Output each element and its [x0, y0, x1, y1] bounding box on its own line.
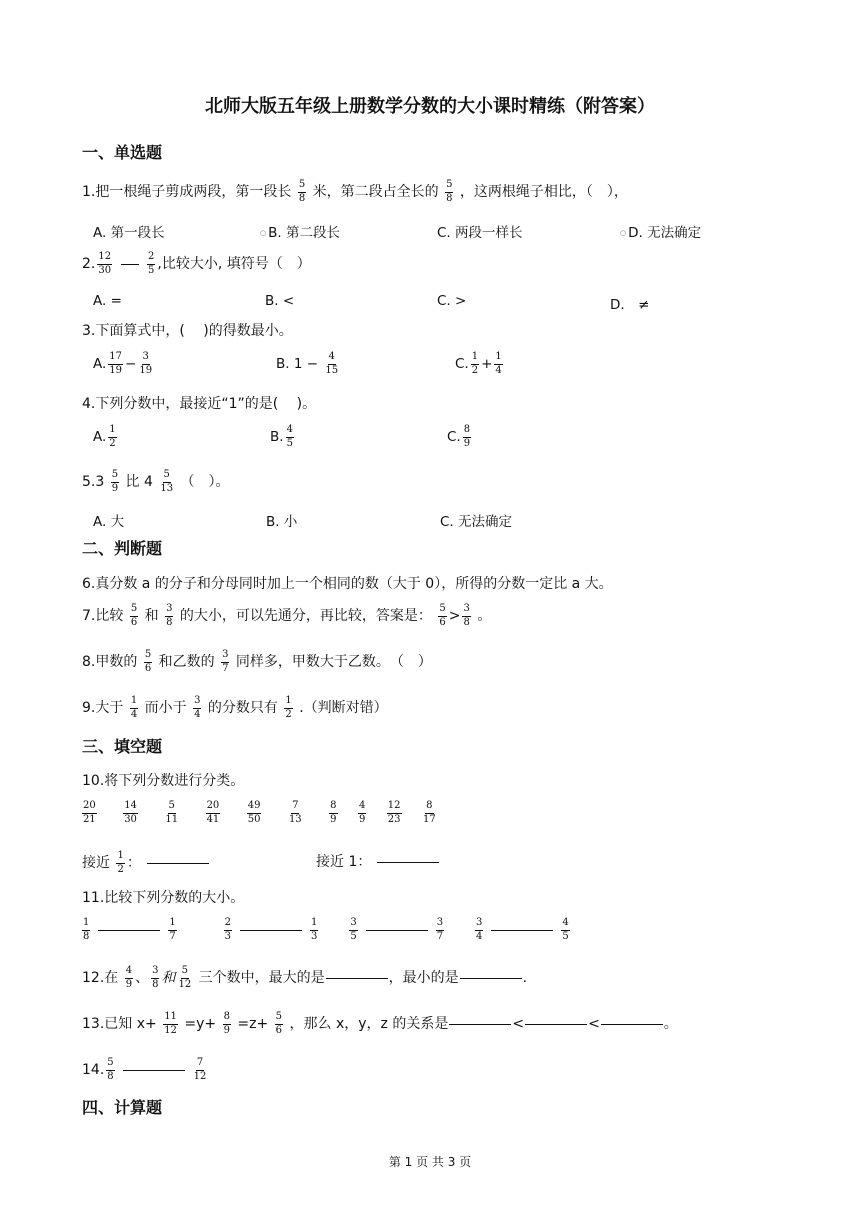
fraction: $\frac{14}{30}$ [124, 800, 137, 825]
fraction: $\frac{1}{8}$ [83, 917, 90, 942]
option-1c[interactable]: C. 两段一样长 [437, 225, 523, 241]
fraction: $\frac{5}{8}$ [446, 179, 453, 204]
option-3a[interactable]: A. $\frac{17}{19}$ − $\frac{3}{19}$ [93, 351, 153, 376]
question-4: 4.下列分数中，最接近“1”的是( )。 [82, 396, 317, 412]
option-1d[interactable]: ○ D. 无法确定 [620, 225, 702, 241]
fraction: $\frac{20}{41}$ [206, 800, 220, 825]
fraction: $\frac{1}{3}$ [311, 917, 318, 942]
answer-blank [121, 264, 139, 265]
fraction: $\frac{1}{7}$ [169, 917, 176, 942]
fraction: $\frac{4}{15}$ [325, 351, 339, 376]
answer-blank[interactable] [366, 930, 428, 931]
option-1a[interactable]: A. 第一段长 [93, 225, 165, 241]
fraction: $\frac{1}{2}$ [117, 850, 124, 875]
fraction: $\frac{1}{2}$ [471, 351, 479, 376]
fraction: $\frac{11}{12}$ [164, 1011, 177, 1036]
fraction: $\frac{5}{12}$ [178, 965, 192, 990]
answer-blank[interactable] [377, 862, 439, 863]
fraction: $\frac{2}{3}$ [224, 917, 232, 942]
fraction: $\frac{3}{7}$ [436, 917, 444, 942]
compare-row [80, 918, 572, 942]
question-11: 11.比较下列分数的大小。 [82, 890, 245, 906]
fraction: $\frac{12}{23}$ [387, 800, 401, 825]
page-title: 北师大版五年级上册数学分数的大小课时精练（附答案） [205, 96, 655, 117]
fraction: $\frac{5}{6}$ [130, 603, 138, 628]
section-heading-fill-in: 三、填空题 [82, 737, 163, 756]
option-2b[interactable]: B. < [265, 293, 295, 309]
fraction: $\frac{3}{19}$ [139, 351, 153, 376]
option-3b[interactable]: B. 1 − $\frac{4}{15}$ [276, 351, 339, 376]
fraction: $\frac{5}{9}$ [111, 469, 119, 494]
section-heading-calculation: 四、计算题 [82, 1098, 163, 1117]
question-1: 1.把一根绳子剪成两段，第一段长 $\frac{5}{8}$ 米，第二段占全长的 $\frac{5}{8}$ ，这两根绳子相比，（ ）， [82, 179, 628, 204]
question-10: 10.将下列分数进行分类。 [82, 773, 245, 789]
question-14: 14. $\frac{5}{8}$ $\frac{7}{12}$ [82, 1057, 207, 1082]
section-heading-true-false: 二、判断题 [82, 539, 163, 558]
question-12: 12.在 $\frac{4}{9}$ 、 $\frac{3}{8}$ 和 $\frac{5}{12}$ 三个数中，最大的是 ，最小的是 . [82, 965, 528, 990]
fraction: $\frac{3}{8}$ [166, 603, 173, 628]
near-one-row: 接近 1： [316, 851, 445, 871]
fraction: $\frac{3}{8}$ [463, 603, 470, 628]
fraction: $\frac{3}{7}$ [222, 649, 229, 674]
question-8: 8.甲数的 $\frac{5}{6}$ 和乙数的 $\frac{3}{7}$ 同样多，甲数大于乙数。 （ ） [82, 649, 432, 674]
option-4b[interactable]: B. $\frac{4}{5}$ [270, 424, 293, 449]
fraction: $\frac{1}{4}$ [495, 351, 502, 376]
fraction: $\frac{7}{13}$ [288, 800, 302, 825]
answer-blank[interactable] [123, 1070, 185, 1071]
fraction: $\frac{4}{5}$ [286, 424, 293, 449]
answer-blank[interactable] [525, 1024, 587, 1025]
page-footer: 第 1 页 共 3 页 [388, 1155, 472, 1169]
fraction: $\frac{3}{5}$ [350, 917, 357, 942]
fraction: $\frac{5}{6}$ [144, 649, 152, 674]
option-2a[interactable]: A. = [93, 293, 122, 309]
fraction: $\frac{8}{9}$ [463, 424, 471, 449]
fraction-list [80, 801, 439, 825]
fraction: $\frac{12}{30}$ [98, 251, 112, 276]
question-5: 5.3 $\frac{5}{9}$ 比 4 $\frac{5}{13}$ （ ）。 [82, 469, 230, 494]
answer-blank[interactable] [240, 930, 302, 931]
fraction: $\frac{20}{21}$ [83, 800, 96, 825]
answer-blank[interactable] [326, 978, 388, 979]
fraction: $\frac{49}{50}$ [247, 800, 261, 825]
fraction: $\frac{8}{17}$ [422, 800, 436, 825]
fraction: $\frac{7}{12}$ [193, 1057, 207, 1082]
option-5c[interactable]: C. 无法确定 [440, 514, 513, 530]
fraction: $\frac{1}{2}$ [285, 695, 292, 720]
option-1b[interactable]: ○ B. 第二段长 [260, 225, 340, 241]
answer-blank[interactable] [147, 863, 209, 864]
fraction: $\frac{5}{11}$ [165, 800, 179, 825]
answer-blank[interactable] [601, 1024, 663, 1025]
fraction: $\frac{1}{2}$ [109, 424, 116, 449]
fraction: $\frac{2}{5}$ [148, 251, 155, 276]
section-heading-single-choice: 一、单选题 [82, 143, 163, 162]
fraction: $\frac{8}{9}$ [330, 800, 337, 825]
fraction: $\frac{4}{9}$ [125, 965, 133, 990]
option-3c[interactable]: C. $\frac{1}{2}$ + $\frac{1}{4}$ [455, 351, 502, 376]
option-5a[interactable]: A. 大 [93, 514, 125, 530]
option-5b[interactable]: B. 小 [266, 514, 298, 530]
question-6: 6.真分数 a 的分子和分母同时加上一个相同的数（大于 0），所得的分数一定比 a 大。 [82, 576, 613, 592]
answer-blank[interactable] [98, 930, 160, 931]
fraction: $\frac{5}{6}$ [275, 1011, 283, 1036]
fraction: $\frac{17}{19}$ [109, 351, 123, 376]
question-7: 7.比较 $\frac{5}{6}$ 和 $\frac{3}{8}$ 的大小，可以先通分，再比较，答案是： $\frac{5}{6}$ > $\frac{3}{8}$ 。 [82, 603, 492, 628]
fraction: $\frac{5}{8}$ [107, 1057, 114, 1082]
fraction: $\frac{5}{13}$ [160, 469, 174, 494]
fraction: $\frac{4}{9}$ [358, 800, 366, 825]
fraction: $\frac{3}{4}$ [194, 695, 201, 720]
question-13: 13.已知 x+ $\frac{11}{12}$ =y+ $\frac{8}{9}$ =z+ $\frac{5}{6}$ ，那么 x，y，z 的关系是 < < 。 [82, 1011, 678, 1036]
option-2d[interactable]: D. ≠ [610, 297, 650, 313]
fraction: $\frac{3}{4}$ [475, 917, 483, 942]
fraction: $\frac{3}{8}$ [152, 965, 159, 990]
answer-blank[interactable] [449, 1024, 511, 1025]
question-3: 3.下面算式中，( )的得数最小。 [82, 323, 293, 339]
fraction: $\frac{5}{6}$ [439, 603, 446, 628]
option-2c[interactable]: C. > [437, 293, 467, 309]
fraction: $\frac{5}{8}$ [298, 179, 306, 204]
option-4a[interactable]: A. $\frac{1}{2}$ [93, 424, 116, 449]
option-4c[interactable]: C. $\frac{8}{9}$ [447, 424, 471, 449]
fraction: $\frac{1}{4}$ [130, 695, 138, 720]
fraction: $\frac{8}{9}$ [223, 1011, 230, 1036]
question-2: 2. $\frac{12}{30}$ $\frac{2}{5}$ ,比较大小, 填符号（ ） [82, 251, 311, 276]
answer-blank[interactable] [491, 930, 553, 931]
near-half-row: 接近 $\frac{1}{2}$ ： [82, 851, 215, 875]
question-9: 9.大于 $\frac{1}{4}$ 而小于 $\frac{3}{4}$ 的分数只有 $\frac{1}{2}$ .（判断对错） [82, 695, 388, 720]
answer-blank[interactable] [460, 978, 522, 979]
fraction: $\frac{4}{5}$ [562, 917, 569, 942]
